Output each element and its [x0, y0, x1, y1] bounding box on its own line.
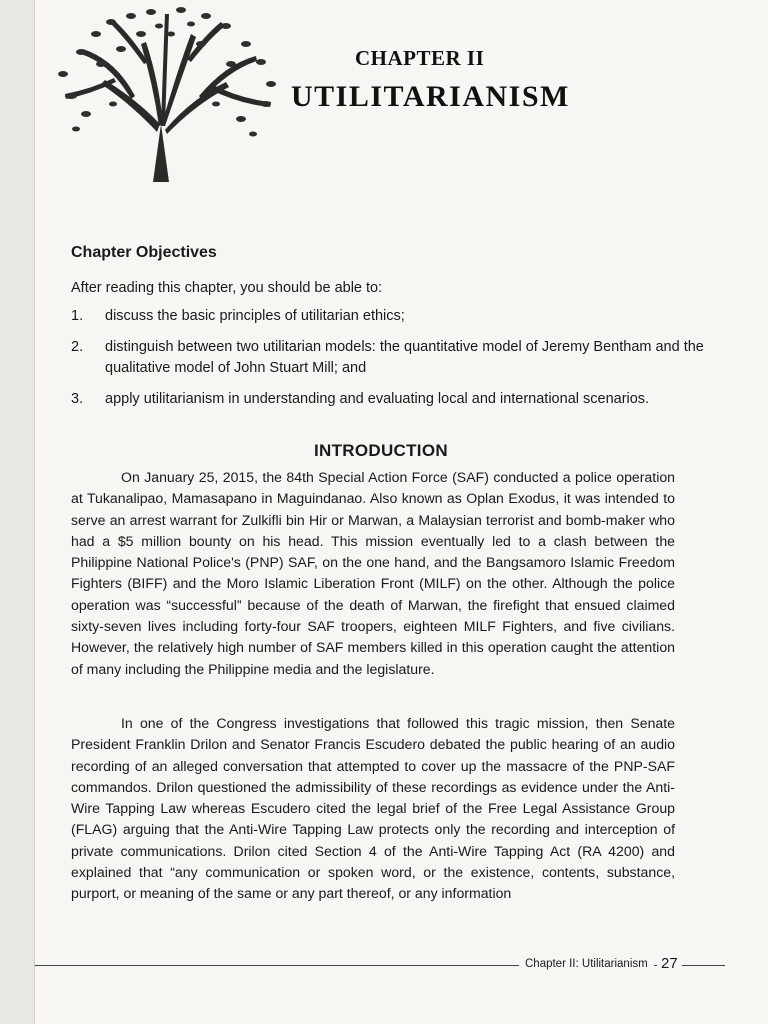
objective-text: distinguish between two utilitarian models: the quantitative model of Jeremy Bentham and the qualitative model of John Stuart Mill; and	[105, 339, 704, 376]
objective-item	[71, 389, 711, 410]
running-footer-title: Chapter II: Utilitarianism	[519, 958, 654, 970]
body-paragraph: On January 25, 2015, the 84th Special Action Force (SAF) conducted a police operation at Tukanalipao, Mamasapano in Maguindanao. Also known as Oplan Exodus, it was intended to serve an arrest warrant for Zulkifli bin Hir or Marwan, a Malaysian terrorist and bomb-maker who had a $5 million bounty on his head. This mission eventually led to a clash between the Philippine National Police's (PNP) SAF, on the one hand, and the Bangsamoro Islamic Freedom Fighters (BIFF) and the Moro Islamic Liberation Front (MILF) on the other. Although the police operation was “successful” because of the death of Marwan, the firefight that ensued claimed sixty-seven lives including forty-four SAF troopers, eighteen MILF Fighters, and five civilians. However, the relatively high number of SAF members killed in this operation caught the attention of many including the Philippine media and the legislature.	[71, 469, 675, 677]
objectives-intro: After reading this chapter, you should be able to:	[71, 280, 383, 296]
objective-text: apply utilitarianism in understanding and evaluating local and international scenarios.	[105, 391, 650, 407]
objective-number: 3.	[71, 391, 84, 407]
objective-text: discuss the basic principles of utilitarian ethics;	[105, 308, 405, 324]
objective-number: 2.	[71, 339, 84, 355]
objectives-heading: Chapter Objectives	[71, 244, 217, 261]
book-page	[34, 0, 768, 1024]
objectives-list	[71, 306, 711, 420]
tree-icon	[41, 4, 281, 184]
chapter-title: UTILITARIANISM	[291, 80, 570, 113]
objective-item	[71, 306, 711, 327]
objective-item	[71, 337, 711, 379]
introduction-heading: INTRODUCTION	[314, 441, 448, 460]
chapter-label: CHAPTER II	[355, 46, 485, 70]
page-number: 27	[657, 955, 682, 972]
objective-number: 1.	[71, 308, 84, 324]
body-paragraph: In one of the Congress investigations that followed this tragic mission, then Senate President Franklin Drilon and Senator Francis Escudero debated the public hearing of an audio recording of an alleged conversation that attempted to cover up the massacre of the PNP-SAF commandos. Drilon questioned the admissibility of these recordings as evidence under the Anti-Wire Tapping Law whereas Escudero cited the legal brief of the Free Legal Assistance Group (FLAG) arguing that the Anti-Wire Tapping Law protects only the recording and interception of private communications. Drilon cited Section 4 of the Anti-Wire Tapping Act (RA 4200) and explained that “any communication or spoken word, or the existence, contents, substance, purport, or meaning of the same or any part thereof, or any information	[71, 715, 675, 902]
